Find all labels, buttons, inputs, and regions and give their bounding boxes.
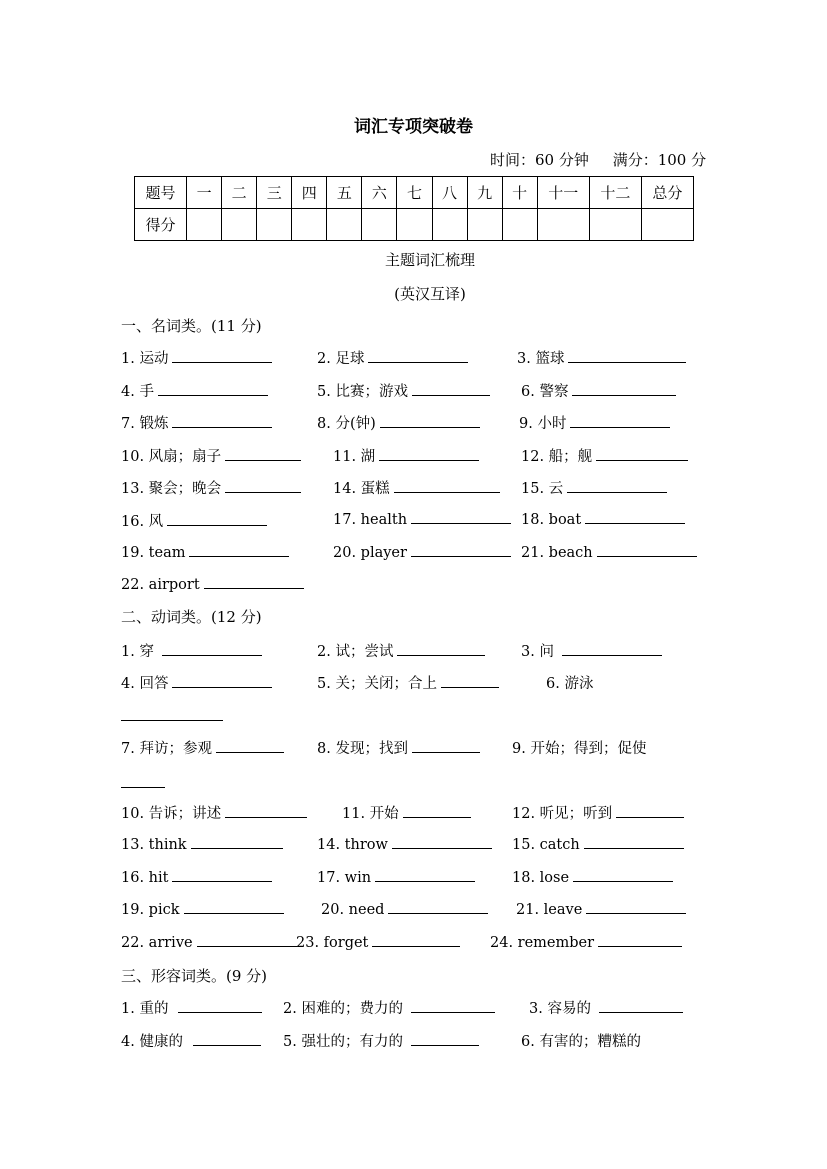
full-score: 满分：100 分 (612, 151, 707, 169)
answer-blank[interactable] (598, 933, 682, 947)
header-cell: 十二 (589, 177, 641, 209)
answer-blank[interactable] (411, 543, 511, 557)
score-cell[interactable] (467, 209, 502, 241)
answer-blank[interactable] (204, 575, 304, 589)
score-cell[interactable] (222, 209, 257, 241)
answer-blank[interactable] (567, 479, 667, 493)
answer-blank[interactable] (441, 674, 499, 688)
list-item: 9. 小时 (519, 412, 670, 433)
score-cell[interactable] (397, 209, 432, 241)
answer-blank[interactable] (172, 868, 272, 882)
list-item: 7. 锻炼 (121, 412, 272, 433)
list-item: 9. 开始；得到；促使 (512, 741, 647, 757)
list-item: 17. health (333, 510, 511, 528)
answer-blank[interactable] (597, 543, 697, 557)
header-cell: 九 (467, 177, 502, 209)
list-item: 10. 风扇；扇子 (121, 445, 301, 466)
header-cell: 总分 (641, 177, 693, 209)
score-table (134, 176, 694, 241)
list-item: 6. 有害的；糟糕的 (521, 1034, 641, 1050)
answer-blank[interactable] (225, 804, 307, 818)
list-item: 1. 运动 (121, 347, 272, 368)
list-item: 19. pick (121, 900, 284, 918)
list-item: 13. 聚会；晚会 (121, 477, 301, 498)
list-item: 12. 船；舰 (521, 445, 688, 466)
header-cell: 六 (362, 177, 397, 209)
list-item: 22. airport (121, 575, 304, 593)
list-item: 3. 篮球 (517, 347, 686, 368)
header-cell: 题号 (135, 177, 187, 209)
list-item: 2. 困难的；费力的 (283, 997, 495, 1018)
answer-blank[interactable] (403, 804, 471, 818)
score-cell[interactable] (292, 209, 327, 241)
list-item: 16. 风 (121, 510, 267, 531)
list-item: 11. 开始 (342, 802, 471, 823)
header-cell: 七 (397, 177, 432, 209)
list-item: 2. 足球 (317, 347, 468, 368)
answer-blank[interactable] (197, 933, 297, 947)
list-item: 16. hit (121, 868, 272, 886)
list-item: 24. remember (490, 933, 682, 951)
list-item: 20. need (321, 900, 488, 918)
list-item: 10. 告诉；讲述 (121, 802, 307, 823)
list-item: 7. 拜访；参观 (121, 737, 284, 758)
list-item: 2. 试；尝试 (317, 640, 485, 661)
answer-blank[interactable] (172, 674, 272, 688)
answer-blank[interactable] (397, 642, 485, 656)
answer-blank[interactable] (412, 382, 490, 396)
score-header-row (135, 177, 694, 209)
list-item: 21. beach (521, 543, 697, 561)
answer-blank[interactable] (158, 382, 268, 396)
answer-blank[interactable] (379, 447, 479, 461)
answer-blank[interactable] (585, 510, 685, 524)
list-item: 5. 关；关闭；合上 (317, 672, 499, 693)
score-cell[interactable] (502, 209, 537, 241)
list-item: 18. lose (512, 868, 673, 886)
score-cell[interactable] (537, 209, 589, 241)
section-heading-adjectives: 三、形容词类。(9 分) (121, 967, 268, 985)
score-cell[interactable] (187, 209, 222, 241)
list-item: 8. 发现；找到 (317, 737, 480, 758)
answer-blank[interactable] (193, 1032, 261, 1046)
answer-blank[interactable] (178, 999, 262, 1013)
answer-blank[interactable] (191, 835, 283, 849)
section-heading-verbs: 二、动词类。(12 分) (121, 608, 262, 626)
section-heading-nouns: 一、名词类。(11 分) (121, 317, 262, 335)
list-item: 3. 问 (521, 640, 662, 661)
exam-meta (490, 149, 706, 170)
list-item: 4. 健康的 (121, 1030, 261, 1051)
answer-blank[interactable] (167, 512, 267, 526)
answer-blank[interactable] (570, 414, 670, 428)
score-cell[interactable] (327, 209, 362, 241)
header-cell: 八 (432, 177, 467, 209)
list-item: 5. 强壮的；有力的 (283, 1030, 479, 1051)
header-cell: 十一 (537, 177, 589, 209)
header-cell: 三 (257, 177, 292, 209)
list-item: 15. catch (512, 835, 684, 853)
answer-blank[interactable] (121, 720, 223, 721)
score-cell[interactable] (432, 209, 467, 241)
answer-blank[interactable] (225, 479, 301, 493)
score-row-label: 得分 (135, 209, 187, 241)
list-item: 4. 回答 (121, 672, 272, 693)
answer-blank[interactable] (394, 479, 500, 493)
answer-blank[interactable] (596, 447, 688, 461)
list-item: 3. 容易的 (529, 997, 683, 1018)
score-cell[interactable] (257, 209, 292, 241)
page-title: 词汇专项突破卷 (354, 117, 473, 137)
answer-blank[interactable] (584, 835, 684, 849)
header-cell: 十 (502, 177, 537, 209)
time-limit: 时间：60 分钟 (490, 151, 589, 169)
score-cell[interactable] (589, 209, 641, 241)
answer-blank[interactable] (616, 804, 684, 818)
answer-blank[interactable] (189, 543, 289, 557)
header-cell: 四 (292, 177, 327, 209)
answer-blank[interactable] (572, 382, 676, 396)
list-item: 21. leave (516, 900, 686, 918)
list-item: 19. team (121, 543, 289, 561)
list-item: 4. 手 (121, 380, 268, 401)
header-cell: 二 (222, 177, 257, 209)
header-cell: 五 (327, 177, 362, 209)
answer-blank[interactable] (225, 447, 301, 461)
section-subtitle: 主题词汇梳理 (384, 251, 475, 269)
score-cell[interactable] (362, 209, 397, 241)
score-cell[interactable] (641, 209, 693, 241)
answer-blank[interactable] (411, 1032, 479, 1046)
answer-blank[interactable] (162, 642, 262, 656)
list-item: 5. 比赛；游戏 (317, 380, 490, 401)
answer-blank[interactable] (562, 642, 662, 656)
answer-blank[interactable] (368, 349, 468, 363)
answer-blank[interactable] (412, 739, 480, 753)
answer-blank[interactable] (375, 868, 475, 882)
answer-blank[interactable] (568, 349, 686, 363)
answer-blank[interactable] (599, 999, 683, 1013)
answer-blank[interactable] (172, 414, 272, 428)
answer-blank[interactable] (184, 900, 284, 914)
list-item: 12. 听见；听到 (512, 802, 684, 823)
list-item: 14. 蛋糕 (333, 477, 500, 498)
list-item: 14. throw (317, 835, 492, 853)
list-item: 6. 警察 (521, 380, 676, 401)
list-item: 8. 分(钟) (317, 412, 480, 433)
answer-blank[interactable] (121, 787, 165, 788)
list-item: 13. think (121, 835, 283, 853)
list-item: 11. 湖 (333, 445, 479, 466)
section-subtitle-2: (英汉互译) (394, 285, 466, 303)
list-item: 23. forget (296, 933, 460, 951)
list-item: 17. win (317, 868, 475, 886)
answer-blank[interactable] (411, 510, 511, 524)
answer-blank[interactable] (411, 999, 495, 1013)
header-cell: 一 (187, 177, 222, 209)
answer-blank[interactable] (586, 900, 686, 914)
list-item: 15. 云 (521, 477, 667, 498)
answer-blank[interactable] (388, 900, 488, 914)
list-item: 6. 游泳 (546, 676, 594, 692)
answer-blank[interactable] (573, 868, 673, 882)
answer-blank[interactable] (372, 933, 460, 947)
list-item: 20. player (333, 543, 511, 561)
answer-blank[interactable] (380, 414, 480, 428)
list-item: 1. 穿 (121, 640, 262, 661)
answer-blank[interactable] (392, 835, 492, 849)
score-row (135, 209, 694, 241)
list-item: 1. 重的 (121, 997, 262, 1018)
answer-blank[interactable] (172, 349, 272, 363)
list-item: 18. boat (521, 510, 685, 528)
list-item: 22. arrive (121, 933, 297, 951)
answer-blank[interactable] (216, 739, 284, 753)
